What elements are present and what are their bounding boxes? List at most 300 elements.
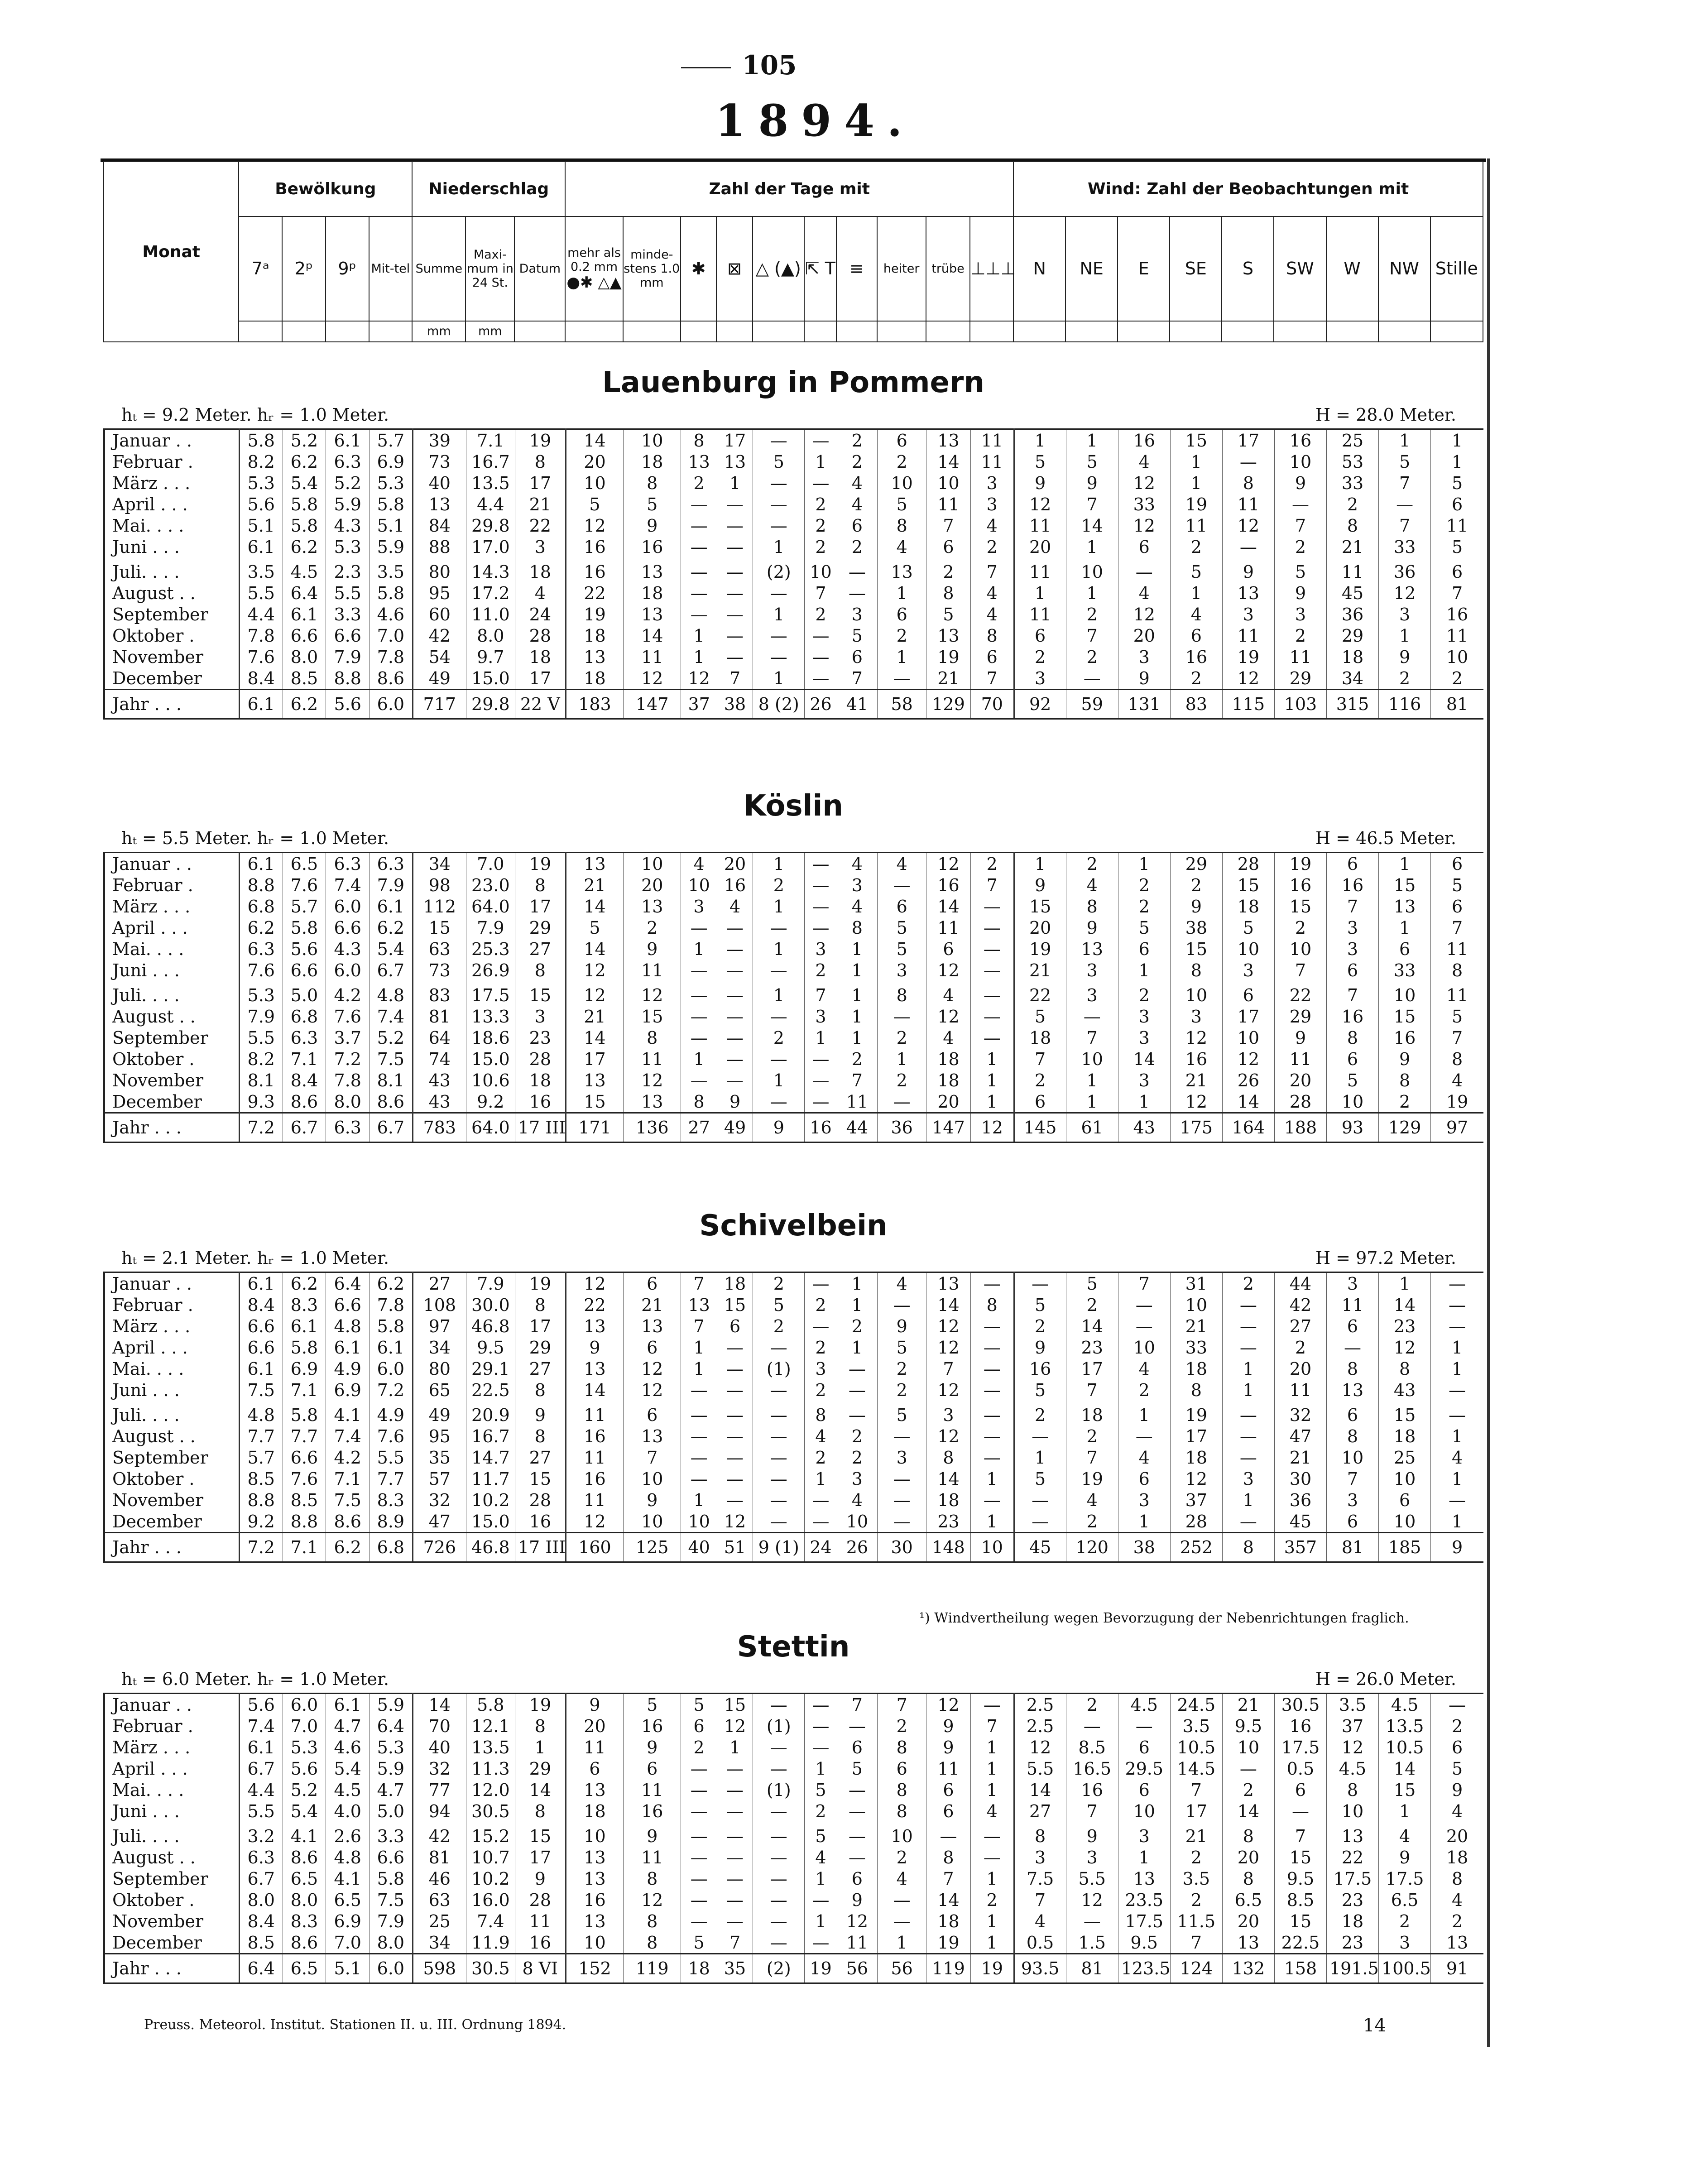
table-cell: 5 <box>1431 1758 1483 1779</box>
month-cell: Januar . . <box>104 1694 239 1716</box>
table-cell: 3 <box>1066 1847 1118 1868</box>
table-cell: 19 <box>970 1954 1014 1983</box>
table-cell: 7.0 <box>283 1715 326 1737</box>
month-cell: Mai. . . . <box>104 1779 239 1800</box>
table-cell: 2 <box>926 557 971 582</box>
table-cell: — <box>970 1315 1014 1337</box>
table-cell: 14 <box>566 938 623 960</box>
table-cell: 5 <box>1379 451 1431 472</box>
table-cell: 13 <box>926 1272 971 1295</box>
month-cell: Juli. . . . <box>104 1401 239 1426</box>
table-cell: 36 <box>1379 557 1431 582</box>
table-cell: 3 <box>681 896 717 917</box>
table-cell: 10.7 <box>466 1847 515 1868</box>
table-cell: 1 <box>753 938 805 960</box>
table-cell: 10 <box>1274 938 1326 960</box>
table-cell: 13 <box>566 1358 623 1379</box>
table-cell: 29 <box>515 917 566 938</box>
table-row <box>104 1910 1483 1932</box>
table-cell: 5.8 <box>283 1337 326 1358</box>
table-cell: 5.3 <box>370 1737 413 1758</box>
table-cell: 34 <box>413 1337 466 1358</box>
table-cell: 17.5 <box>1118 1910 1170 1932</box>
table-cell: 4 <box>878 853 926 875</box>
table-cell: 1 <box>837 1337 878 1358</box>
table-cell: 1 <box>970 1868 1014 1889</box>
table-cell: 7.6 <box>326 1006 370 1027</box>
table-cell: 5 <box>1274 557 1326 582</box>
table-cell: 8.8 <box>239 1489 283 1511</box>
table-cell: 7.0 <box>326 1932 370 1954</box>
table-cell: — <box>753 1468 805 1489</box>
table-cell: 4 <box>837 896 878 917</box>
table-cell: 16 <box>566 1426 623 1447</box>
table-cell: 5.6 <box>326 690 370 719</box>
table-cell: 12 <box>837 1910 878 1932</box>
month-cell: Februar . <box>104 1294 239 1315</box>
header-datum: Datum <box>514 216 565 321</box>
table-cell: — <box>753 625 805 646</box>
table-cell: 17.5 <box>1274 1737 1326 1758</box>
table-cell: — <box>1014 1511 1066 1533</box>
table-cell: 5.6 <box>239 494 283 515</box>
table-cell: 36 <box>1326 604 1378 625</box>
table-cell: 4 <box>970 1800 1014 1822</box>
table-cell: — <box>753 1379 805 1401</box>
table-cell: 3 <box>1118 1070 1170 1091</box>
table-cell: 5.2 <box>283 1779 326 1800</box>
table-cell: 6.5 <box>283 1954 326 1983</box>
table-cell: 12.1 <box>466 1715 515 1737</box>
month-cell: Juni . . . <box>104 1379 239 1401</box>
table-cell: 13 <box>1222 1932 1274 1954</box>
table-cell: 5 <box>805 1822 837 1847</box>
table-cell: 2 <box>805 494 837 515</box>
table-cell: 1 <box>1379 429 1431 451</box>
table-cell: 35 <box>413 1447 466 1468</box>
table-cell: 80 <box>413 557 466 582</box>
table-cell: 1 <box>970 1779 1014 1800</box>
table-cell: 6.7 <box>239 1758 283 1779</box>
table-cell: 11 <box>624 1779 681 1800</box>
table-cell: 5.6 <box>239 1694 283 1716</box>
table-cell: 1 <box>1431 1426 1483 1447</box>
table-cell: 2 <box>1014 646 1066 667</box>
table-cell: 7 <box>837 667 878 690</box>
table-cell: 42 <box>413 625 466 646</box>
table-cell: 2 <box>970 536 1014 557</box>
table-cell: — <box>805 1511 837 1533</box>
table-cell: — <box>1431 1694 1483 1716</box>
month-cell: Juni . . . <box>104 536 239 557</box>
table-cell: 6 <box>624 1272 681 1295</box>
table-cell: 13.3 <box>466 1006 515 1027</box>
table-cell: 3 <box>837 874 878 896</box>
table-cell: 4.5 <box>1118 1694 1170 1716</box>
table-cell: 3 <box>1066 960 1118 981</box>
table-cell: 7.6 <box>370 1426 413 1447</box>
table-cell: 70 <box>970 690 1014 719</box>
table-cell: 2 <box>1118 981 1170 1006</box>
table-cell: 13 <box>566 853 623 875</box>
table-cell: 10 <box>624 429 681 451</box>
table-cell: — <box>753 960 805 981</box>
table-cell: — <box>681 1800 717 1822</box>
table-cell: 12 <box>926 1006 971 1027</box>
table-cell: 20 <box>624 874 681 896</box>
table-cell: 15 <box>1274 1847 1326 1868</box>
table-cell: 8.0 <box>370 1932 413 1954</box>
table-cell: — <box>681 1006 717 1027</box>
table-cell: 17.5 <box>1326 1868 1378 1889</box>
table-cell: — <box>878 874 926 896</box>
table-cell: — <box>681 1070 717 1091</box>
wind-w: W <box>1326 216 1378 321</box>
table-cell: 10 <box>1170 981 1222 1006</box>
table-cell: 8 <box>970 625 1014 646</box>
table-cell: 61 <box>1066 1113 1118 1142</box>
table-cell: 4.4 <box>239 604 283 625</box>
table-cell: 13 <box>624 557 681 582</box>
table-cell: — <box>717 1006 753 1027</box>
table-cell: 9.5 <box>1118 1932 1170 1954</box>
table-cell: 11 <box>566 1737 623 1758</box>
table-cell: 3 <box>878 960 926 981</box>
table-cell: 1 <box>837 960 878 981</box>
table-cell: 1 <box>681 938 717 960</box>
table-cell: 8 <box>878 1800 926 1822</box>
table-cell: 9 <box>1379 1048 1431 1070</box>
table-cell: 18 <box>1170 1447 1222 1468</box>
table-cell: 37 <box>1170 1489 1222 1511</box>
table-cell: 42 <box>1274 1294 1326 1315</box>
table-row <box>104 1272 1483 1295</box>
table-cell: 2 <box>1170 1889 1222 1910</box>
table-cell: 6 <box>1326 1315 1378 1337</box>
table-cell: 5.7 <box>283 896 326 917</box>
table-cell: 12 <box>624 1379 681 1401</box>
table-cell: 7.8 <box>326 1070 370 1091</box>
table-cell: 1 <box>805 1468 837 1489</box>
table-cell: 2 <box>1066 853 1118 875</box>
table-cell: 6 <box>1431 557 1483 582</box>
table-cell: 6 <box>1326 1048 1378 1070</box>
table-cell: 15.2 <box>466 1822 515 1847</box>
table-cell: 8 <box>926 582 971 604</box>
table-cell: 92 <box>1014 690 1066 719</box>
table-cell: — <box>837 1401 878 1426</box>
table-cell: 9.2 <box>466 1091 515 1113</box>
table-cell: 14 <box>1379 1758 1431 1779</box>
table-cell: 45 <box>1014 1533 1066 1562</box>
table-cell: 8 <box>1222 1868 1274 1889</box>
table-cell: — <box>717 1779 753 1800</box>
table-cell: — <box>753 1401 805 1426</box>
table-cell: 3.3 <box>370 1822 413 1847</box>
table-cell: 10 <box>566 1932 623 1954</box>
table-cell: 12 <box>926 1315 971 1337</box>
table-cell: 1 <box>1379 1272 1431 1295</box>
table-cell: 14 <box>566 1379 623 1401</box>
table-cell: 6 <box>926 1779 971 1800</box>
table-cell: 1 <box>1222 1358 1274 1379</box>
table-row <box>104 1048 1483 1070</box>
table-cell: — <box>970 1027 1014 1048</box>
table-cell: — <box>1066 667 1118 690</box>
table-cell: 6 <box>926 938 971 960</box>
table-cell: 17 <box>1222 1006 1274 1027</box>
month-cell: Januar . . <box>104 429 239 451</box>
table-cell: 9.5 <box>1222 1715 1274 1737</box>
table-cell: 10 <box>1326 1447 1378 1468</box>
table-cell: 5.8 <box>370 582 413 604</box>
table-cell: 3 <box>515 1006 566 1027</box>
wind-n: N <box>1013 216 1065 321</box>
table-cell: 7.4 <box>370 1006 413 1027</box>
table-cell: 1 <box>717 1737 753 1758</box>
table-cell: 8 <box>624 1932 681 1954</box>
table-cell: 12 <box>1379 582 1431 604</box>
table-cell: 8.0 <box>326 1091 370 1113</box>
table-cell: 5.9 <box>370 536 413 557</box>
table-cell: 18 <box>1379 1426 1431 1447</box>
table-cell: 2 <box>1379 1091 1431 1113</box>
table-cell: 8.8 <box>326 667 370 690</box>
table-cell: 12 <box>1066 1889 1118 1910</box>
table-cell: 14 <box>1066 1315 1118 1337</box>
table-cell: — <box>970 1379 1014 1401</box>
table-cell: 3 <box>1222 604 1274 625</box>
table-cell: 11 <box>1014 604 1066 625</box>
table-cell: 10.5 <box>1170 1737 1222 1758</box>
table-cell: 6.1 <box>239 690 283 719</box>
month-cell: Oktober . <box>104 1048 239 1070</box>
month-cell: Juli. . . . <box>104 981 239 1006</box>
table-cell: 27 <box>413 1272 466 1295</box>
table-cell: 6.1 <box>239 536 283 557</box>
table-cell: — <box>717 515 753 536</box>
table-cell: 6 <box>1379 938 1431 960</box>
table-cell: 183 <box>566 690 623 719</box>
table-cell: 5.3 <box>239 981 283 1006</box>
table-cell: 18 <box>624 451 681 472</box>
table-row <box>104 1426 1483 1447</box>
table-cell: 5 <box>1222 917 1274 938</box>
table-cell: 10 <box>1222 1027 1274 1048</box>
table-cell: 1 <box>970 1758 1014 1779</box>
table-cell: — <box>805 1091 837 1113</box>
table-cell: — <box>681 536 717 557</box>
table-cell: — <box>753 1048 805 1070</box>
table-cell: 23 <box>515 1027 566 1048</box>
table-cell: (2) <box>753 1954 805 1983</box>
table-cell: 13.5 <box>466 1737 515 1758</box>
table-cell: — <box>717 1027 753 1048</box>
table-cell: 4 <box>1431 1889 1483 1910</box>
table-cell: 1 <box>878 582 926 604</box>
table-cell: — <box>753 515 805 536</box>
table-cell: 5 <box>878 1401 926 1426</box>
table-cell: 3 <box>1118 1027 1170 1048</box>
table-cell: 6 <box>1431 853 1483 875</box>
table-cell: — <box>753 646 805 667</box>
table-cell: 27 <box>1274 1315 1326 1337</box>
table-row <box>104 1847 1483 1868</box>
table-cell: 11 <box>1431 938 1483 960</box>
table-cell: 10 <box>1379 1511 1431 1533</box>
table-cell: — <box>717 582 753 604</box>
table-cell: 6 <box>1326 853 1378 875</box>
table-cell: 19 <box>515 853 566 875</box>
table-cell: 17.0 <box>466 536 515 557</box>
table-cell: 6.4 <box>326 1272 370 1295</box>
table-cell: 13 <box>566 646 623 667</box>
table-cell: 13 <box>717 451 753 472</box>
table-cell: 22 <box>566 1294 623 1315</box>
table-cell: 6 <box>926 536 971 557</box>
table-cell: 13.5 <box>1379 1715 1431 1737</box>
table-cell: 10.2 <box>466 1868 515 1889</box>
table-cell: 49 <box>717 1113 753 1142</box>
table-cell: 18 <box>926 1489 971 1511</box>
table-cell: 11 <box>926 917 971 938</box>
table-cell: 5 <box>1431 472 1483 494</box>
table-cell: — <box>1118 1294 1170 1315</box>
table-cell: 6.9 <box>283 1358 326 1379</box>
table-cell: 26.9 <box>466 960 515 981</box>
table-cell: 1 <box>1066 429 1118 451</box>
table-cell: 7 <box>1170 1932 1222 1954</box>
table-cell: 11 <box>970 429 1014 451</box>
table-cell: 16 <box>1014 1358 1066 1379</box>
table-cell: 12 <box>1014 1737 1066 1758</box>
table-cell: — <box>753 1337 805 1358</box>
wind-se: SE <box>1170 216 1222 321</box>
table-cell: 16 <box>624 1715 681 1737</box>
table-cell: 191.5 <box>1326 1954 1378 1983</box>
table-cell: 13 <box>566 1910 623 1932</box>
table-cell: 6.3 <box>283 1027 326 1048</box>
table-cell: 6 <box>1274 1779 1326 1800</box>
table-cell: 33 <box>1379 536 1431 557</box>
table-cell: 2 <box>1222 1272 1274 1295</box>
table-cell: 46 <box>413 1868 466 1889</box>
table-cell: 0.5 <box>1274 1758 1326 1779</box>
table-cell: 6.1 <box>326 429 370 451</box>
table-cell: — <box>837 1779 878 1800</box>
table-cell: 4 <box>1170 604 1222 625</box>
table-cell: 6 <box>1431 1737 1483 1758</box>
table-cell: — <box>717 1468 753 1489</box>
month-cell: Januar . . <box>104 1272 239 1295</box>
table-cell: 7 <box>1379 472 1431 494</box>
table-cell: 81 <box>1066 1954 1118 1983</box>
table-cell: — <box>970 1847 1014 1868</box>
table-cell: 4 <box>1118 1358 1170 1379</box>
table-cell: 8.6 <box>370 1091 413 1113</box>
table-cell: 4 <box>805 1426 837 1447</box>
header-mindestens: minde-stens 1.0 mm <box>623 216 681 321</box>
table-cell: 8 <box>805 1401 837 1426</box>
table-cell: 5 <box>1431 1006 1483 1027</box>
table-cell: 5 <box>1066 1272 1118 1295</box>
table-cell: 2 <box>753 1027 805 1048</box>
table-cell: 18 <box>515 1070 566 1091</box>
table-cell: 18 <box>1066 1401 1118 1426</box>
table-cell: 10.5 <box>1379 1737 1431 1758</box>
table-cell: 18 <box>1431 1847 1483 1868</box>
table-cell: 8.8 <box>283 1511 326 1533</box>
table-cell: 2 <box>1379 1910 1431 1932</box>
table-cell: 6.5 <box>283 1868 326 1889</box>
table-cell: 11 <box>1222 625 1274 646</box>
table-cell: — <box>753 1889 805 1910</box>
table-cell: 23 <box>926 1511 971 1533</box>
table-cell: 6 <box>681 1715 717 1737</box>
station-heights <box>103 403 1483 428</box>
table-cell: 13 <box>566 1779 623 1800</box>
table-cell: 8 <box>515 874 566 896</box>
table-cell: 7 <box>970 874 1014 896</box>
table-cell: 8.4 <box>283 1070 326 1091</box>
table-cell: 6.6 <box>370 1847 413 1868</box>
table-cell: — <box>837 1379 878 1401</box>
storm-icon: ⊥⊥⊥ <box>970 216 1013 321</box>
table-cell: 147 <box>926 1113 971 1142</box>
table-cell: 30 <box>1274 1468 1326 1489</box>
table-cell: 25 <box>1379 1447 1431 1468</box>
height-ht-hr: hₜ = 6.0 Meter. hᵣ = 1.0 Meter. <box>121 1669 389 1689</box>
month-cell: Oktober . <box>104 625 239 646</box>
table-cell: 18 <box>624 582 681 604</box>
table-cell: 17 <box>515 1847 566 1868</box>
table-cell: 9.2 <box>239 1511 283 1533</box>
table-cell: 1 <box>970 1091 1014 1113</box>
month-cell: December <box>104 1932 239 1954</box>
table-cell: 5.0 <box>283 981 326 1006</box>
table-cell: 14 <box>566 896 623 917</box>
table-cell: — <box>1118 1315 1170 1337</box>
table-cell: 1 <box>753 853 805 875</box>
table-cell: 5.8 <box>283 515 326 536</box>
table-cell: 81 <box>413 1847 466 1868</box>
table-cell: 38 <box>1170 917 1222 938</box>
month-cell: November <box>104 1489 239 1511</box>
table-cell: 8 <box>515 1294 566 1315</box>
table-cell: 21 <box>1222 1694 1274 1716</box>
table-cell: 1 <box>1118 853 1170 875</box>
table-cell: 3 <box>1326 1272 1378 1295</box>
table-cell: 9 <box>717 1091 753 1113</box>
table-cell: 175 <box>1170 1113 1222 1142</box>
table-cell: 15 <box>1379 874 1431 896</box>
table-cell: 4.1 <box>326 1401 370 1426</box>
table-cell: 6.6 <box>283 960 326 981</box>
table-cell: 20 <box>926 1091 971 1113</box>
table-cell: — <box>753 1489 805 1511</box>
table-cell: 64.0 <box>466 896 515 917</box>
table-cell: 5.2 <box>326 472 370 494</box>
month-cell: Oktober . <box>104 1468 239 1489</box>
table-cell: 44 <box>837 1113 878 1142</box>
table-cell: 2 <box>681 1737 717 1758</box>
table-cell: 28 <box>1170 1511 1222 1533</box>
table-cell: 8.0 <box>466 625 515 646</box>
table-cell: — <box>805 429 837 451</box>
table-cell: 17 <box>566 1048 623 1070</box>
table-cell: — <box>878 1426 926 1447</box>
table-cell: 3.5 <box>1170 1868 1222 1889</box>
